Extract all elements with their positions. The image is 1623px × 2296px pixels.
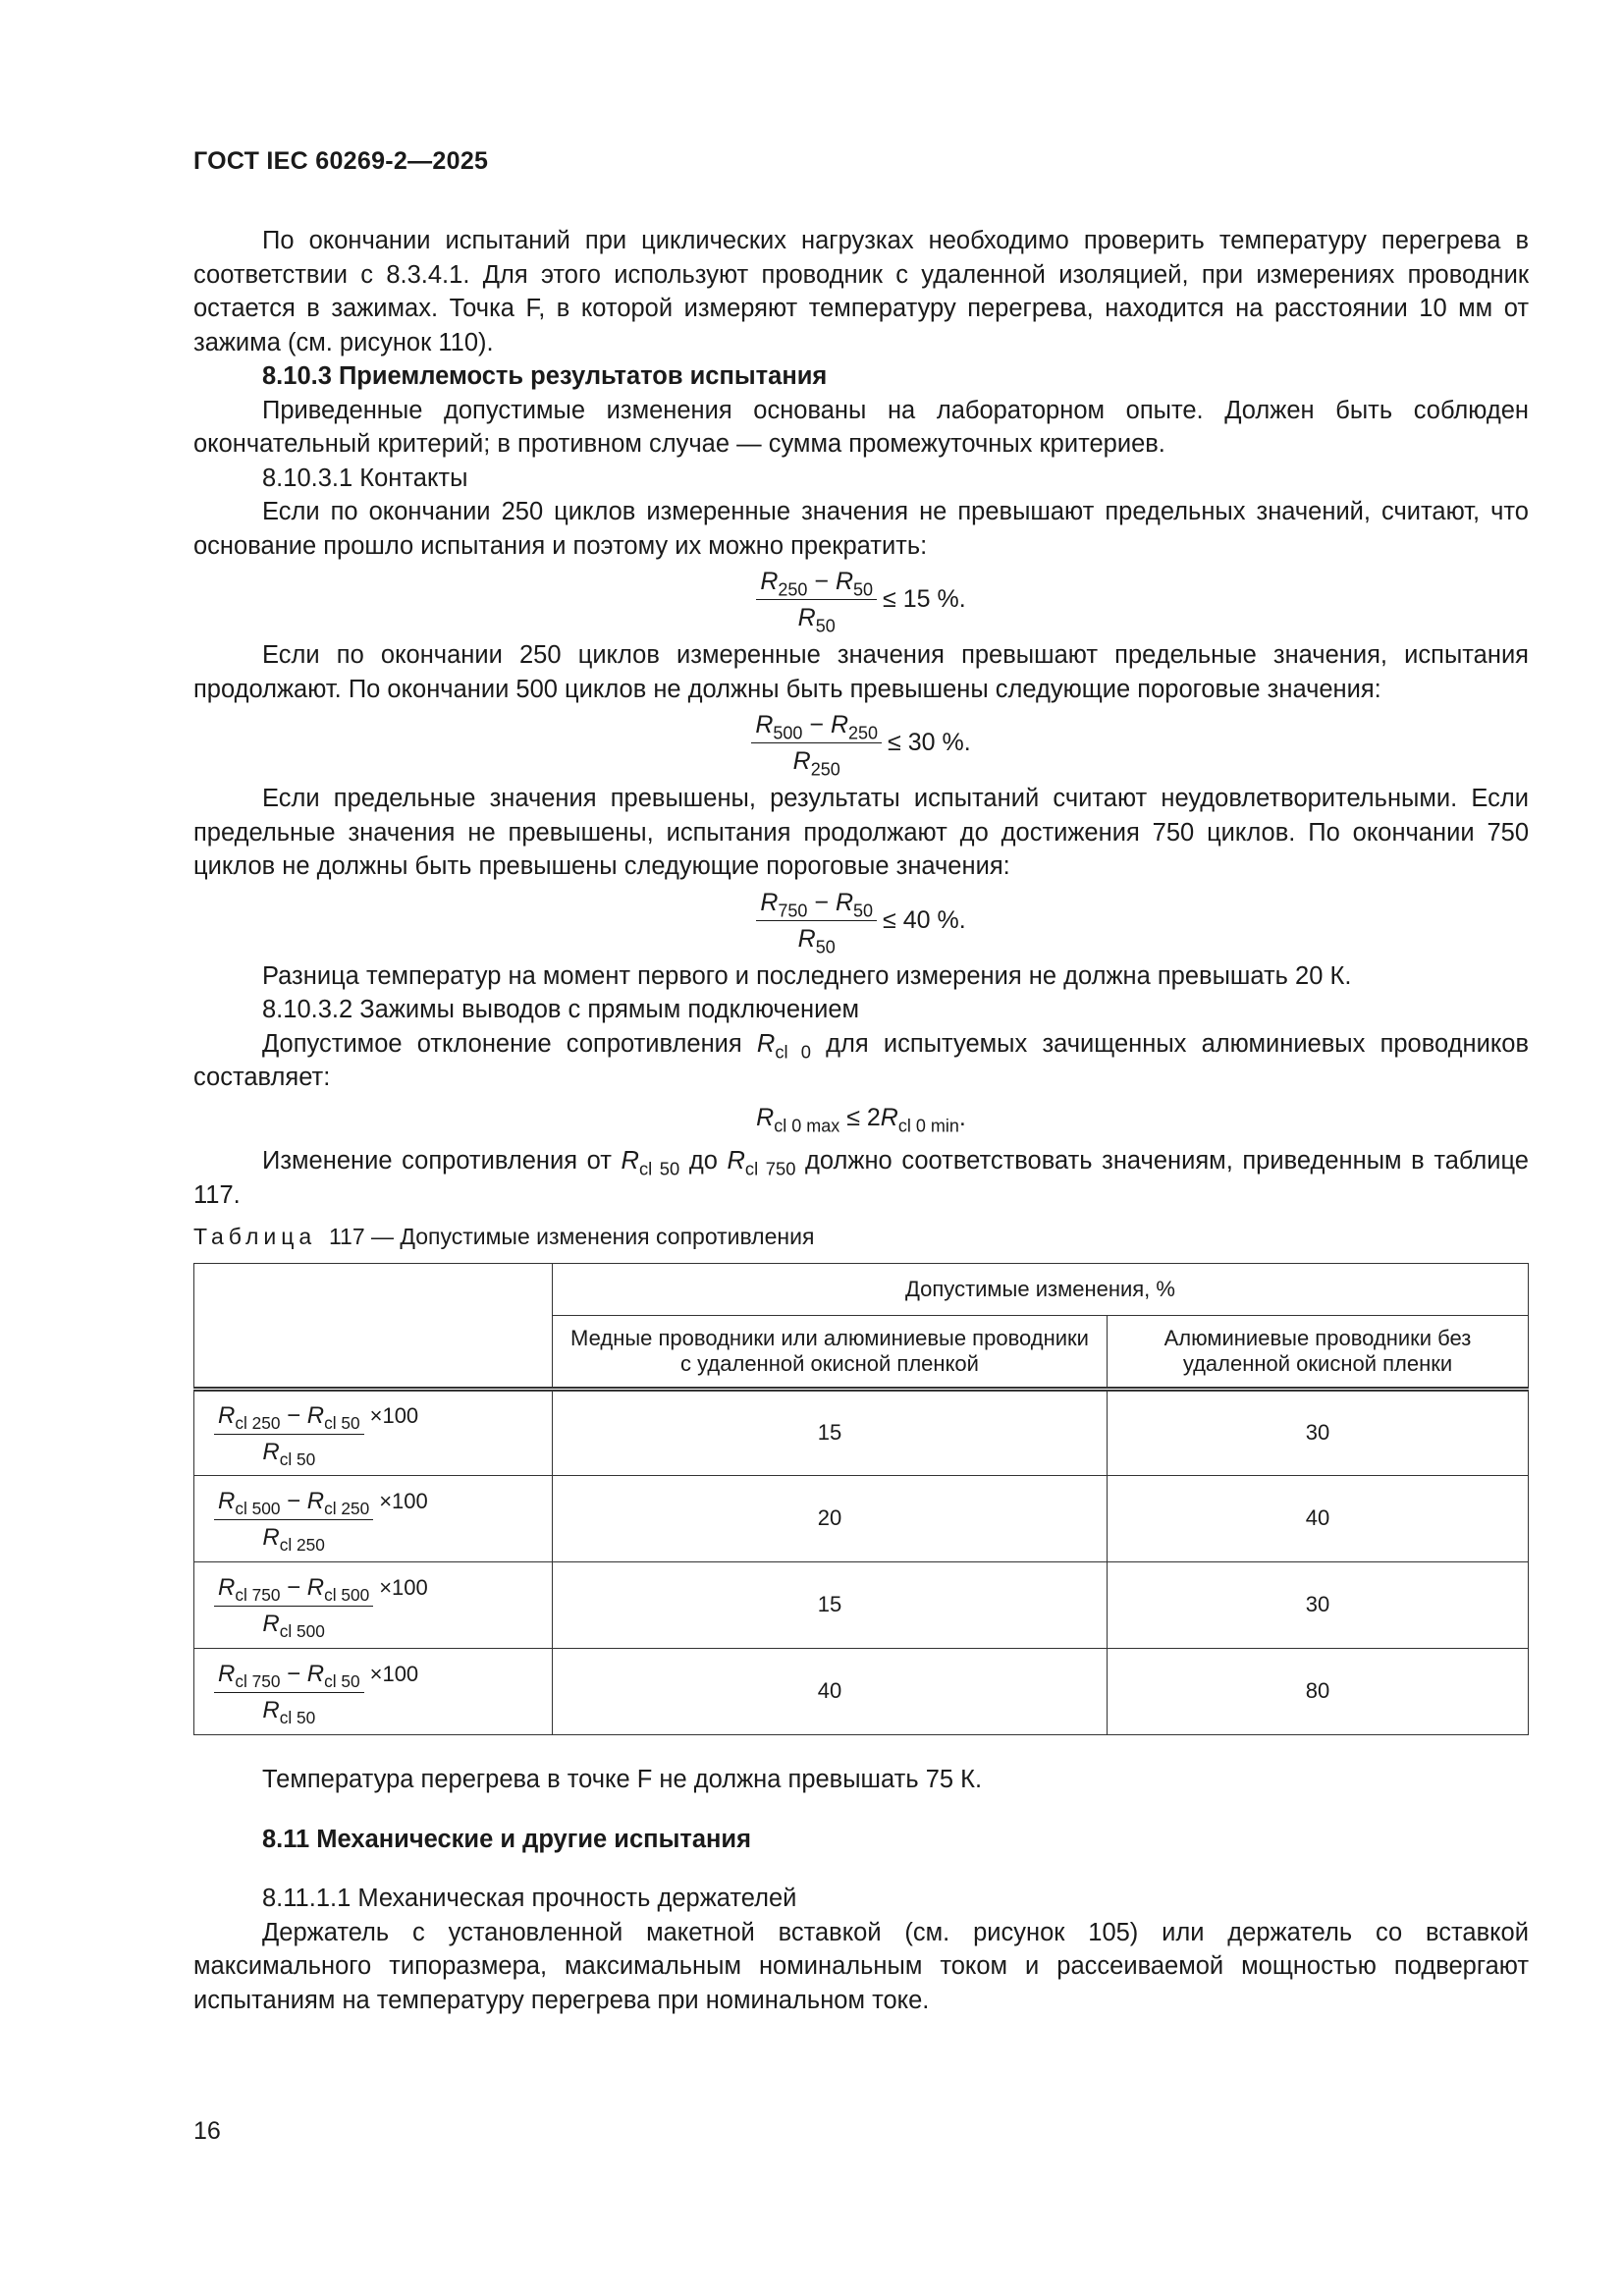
- table-cell: 80: [1108, 1649, 1529, 1735]
- table-row: [194, 1390, 1529, 1476]
- formula-500: [193, 710, 1529, 780]
- table-cell: 15: [553, 1562, 1108, 1649]
- subsection-heading: 8.11.1.1 Механическая прочность держателей: [262, 1885, 797, 1912]
- table-column-header: Алюминиевые проводники без удаленной окисной пленки: [1108, 1316, 1529, 1390]
- section-heading: 8.10.3 Приемлемость результатов испытания: [262, 362, 828, 390]
- table-row: [194, 1476, 1529, 1562]
- table-row: [194, 1562, 1529, 1649]
- table-cell: 20: [553, 1476, 1108, 1562]
- paragraph: Допустимое отклонение сопротивления $R_{cl 0}$ для испытуемых зачищенных алюминиевых проводников составляет:: [193, 1029, 1529, 1091]
- paragraph: Приведенные допустимые изменения основаны на лабораторном опыте. Должен быть соблюден окончательный критерий; в противном случае — сумма промежуточных критериев.: [193, 396, 1529, 458]
- table-formula-cell: $\frac{R_{cl 500} - R_{cl 250}}{R_{cl 250}}$ ×100: [194, 1476, 553, 1562]
- table-formula-cell: $\frac{R_{cl 250} - R_{cl 50}}{R_{cl 50}}$ ×100: [194, 1390, 553, 1476]
- formula-limit: ≤ 30 %.: [888, 729, 971, 757]
- table-group-header: Допустимые изменения, %: [553, 1264, 1529, 1316]
- table-corner-cell: [194, 1264, 553, 1390]
- formula-rcl0: $R_{cl 0 max} \le 2R_{cl 0 min}$.: [756, 1103, 966, 1135]
- page-body: [193, 224, 1529, 2017]
- fraction: $\frac{R_{750} - R_{50}}{R_{50}}$: [756, 888, 877, 954]
- section-heading: 8.11 Механические и другие испытания: [262, 1825, 751, 1853]
- page-number: 16: [193, 2117, 221, 2145]
- table-caption: Таблица 117 — Допустимые изменения сопротивления: [193, 1224, 815, 1249]
- table-cell: 40: [553, 1649, 1108, 1735]
- table-column-header: Медные проводники или алюминиевые проводники с удаленной окисной пленкой: [553, 1316, 1108, 1390]
- document-header: ГОСТ IEC 60269-2—2025: [193, 147, 489, 175]
- paragraph: Разница температур на момент первого и последнего измерения не должна превышать 20 К.: [262, 961, 1352, 990]
- table-cell: 15: [553, 1390, 1108, 1476]
- table-cell: 40: [1108, 1476, 1529, 1562]
- formula-limit: ≤ 15 %.: [883, 585, 966, 614]
- fraction: $\frac{R_{250} - R_{50}}{R_{50}}$: [756, 567, 877, 632]
- table-formula-cell: $\frac{R_{cl 750} - R_{cl 50}}{R_{cl 50}}$ ×100: [194, 1649, 553, 1735]
- paragraph: По окончании испытаний при циклических нагрузках необходимо проверить температуру перегрева в соответствии с 8.3.4.1. Для этого используют проводник с удаленной изоляцией, при измерениях проводник остается в зажимах. Точка F, в которой измеряют температуру перегрева, находится на расстоянии 10 мм от зажима (см. рисунок 110).: [193, 227, 1529, 356]
- paragraph: Если по окончании 250 циклов измеренные значения превышают предельные значения, испытания продолжают. По окончании 500 циклов не должны быть превышены следующие пороговые значения:: [193, 641, 1529, 703]
- table-cell: 30: [1108, 1390, 1529, 1476]
- paragraph: Температура перегрева в точке F не должна превышать 75 К.: [262, 1766, 983, 1793]
- fraction: $\frac{R_{500} - R_{250}}{R_{250}}$: [751, 710, 882, 776]
- paragraph: Если предельные значения превышены, результаты испытаний считают неудовлетворительными. Если предельные значения не превышены, испытания продолжают до достижения 750 циклов. По окончании 750 циклов не должны быть превышены следующие пороговые значения:: [193, 785, 1529, 880]
- formula-250: [193, 567, 1529, 636]
- resistance-change-table: [193, 1263, 1529, 1735]
- paragraph: Держатель с установленной макетной вставкой (см. рисунок 105) или держатель со вставкой максимального типоразмера, максимальным номинальным током и рассеиваемой мощностью подвергают испытаниям на температуру перегрева при номинальном токе.: [193, 1918, 1529, 2014]
- table-formula-cell: $\frac{R_{cl 750} - R_{cl 500}}{R_{cl 500}}$ ×100: [194, 1562, 553, 1649]
- formula-750: [193, 888, 1529, 957]
- table-cell: 30: [1108, 1562, 1529, 1649]
- paragraph: Если по окончании 250 циклов измеренные значения не превышают предельных значений, считают, что основание прошло испытания и поэтому их можно прекратить:: [193, 498, 1529, 560]
- subsection-heading: 8.10.3.1 Контакты: [262, 464, 468, 492]
- table-row: [194, 1649, 1529, 1735]
- subsection-heading: 8.10.3.2 Зажимы выводов с прямым подключением: [262, 996, 860, 1023]
- paragraph: Изменение сопротивления от $R_{cl 50}$ до $R_{cl 750}$ должно соответствовать значениям, приведенным в таблице 117.: [193, 1147, 1529, 1209]
- formula-limit: ≤ 40 %.: [883, 905, 966, 934]
